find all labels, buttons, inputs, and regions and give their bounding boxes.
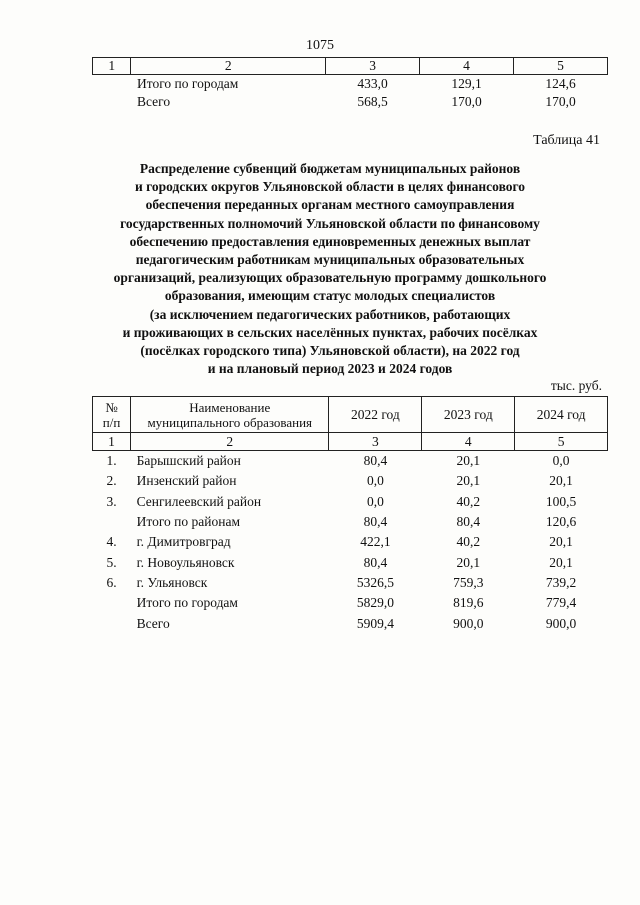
top-table-header-row bbox=[93, 58, 608, 75]
table-cell: 20,1 bbox=[549, 534, 573, 550]
title-line: организаций, реализующих образовательную программу дошкольного bbox=[113, 270, 547, 286]
column-numbers-row bbox=[93, 433, 608, 451]
title-line: государственных полномочий Ульяновской области по финансовому bbox=[120, 215, 540, 231]
top-col-3: 3 bbox=[326, 58, 420, 75]
table-cell: 20,1 bbox=[456, 473, 481, 489]
table-cell: 0,0 bbox=[366, 493, 384, 509]
table-cell: 20,1 bbox=[456, 453, 481, 469]
table-cell: 5909,4 bbox=[356, 615, 394, 631]
unit-label: тыс. руб. bbox=[550, 378, 602, 393]
table-cell: 100,5 bbox=[545, 493, 577, 509]
total-row bbox=[93, 613, 608, 633]
table-cell bbox=[93, 75, 131, 94]
title-line: (за исключением педагогических работников, работающих bbox=[149, 306, 511, 322]
table-cell: 4. bbox=[106, 534, 117, 550]
table-cell: 80,4 bbox=[456, 514, 481, 530]
table-row bbox=[93, 93, 608, 111]
table-cell: 20,1 bbox=[549, 473, 573, 489]
table-cell: 20,1 bbox=[456, 554, 481, 570]
top-col-1: 1 bbox=[93, 58, 131, 75]
row-label: Всего bbox=[136, 94, 171, 109]
table-cell: 3. bbox=[106, 493, 117, 509]
top-col-2: 2 bbox=[131, 58, 326, 75]
subtotal-row bbox=[93, 593, 608, 613]
table-row bbox=[93, 451, 608, 472]
header-text-line: п/п bbox=[102, 414, 121, 430]
title-line: педагогическим работникам муниципальных образовательных bbox=[135, 252, 525, 268]
table-cell: 779,4 bbox=[545, 595, 577, 611]
table-cell: г. Новоульяновск bbox=[136, 554, 235, 570]
header-2022: 2022 год bbox=[329, 397, 422, 433]
table-cell bbox=[93, 93, 131, 111]
top-col-5: 5 bbox=[514, 58, 608, 75]
header-2024: 2024 год bbox=[515, 397, 608, 433]
row-value: 170,0 bbox=[451, 94, 482, 109]
colnum: 1 bbox=[93, 433, 131, 451]
table-cell: 40,2 bbox=[456, 534, 481, 550]
title-line: обеспечению предоставления единовременных денежных выплат bbox=[129, 233, 531, 249]
table-cell: 5829,0 bbox=[356, 595, 394, 611]
row-value: 568,5 bbox=[357, 94, 388, 109]
table-cell: Барышский район bbox=[136, 453, 241, 469]
colnum: 3 bbox=[329, 433, 422, 451]
table-cell bbox=[93, 512, 131, 532]
title-line: обеспечения переданных органам местного самоуправления bbox=[145, 197, 515, 213]
main-table bbox=[92, 396, 608, 634]
page-number: 1075 bbox=[306, 38, 334, 53]
table-cell: г. Ульяновск bbox=[136, 574, 208, 590]
colnum: 5 bbox=[515, 433, 608, 451]
header-num bbox=[93, 397, 131, 433]
table-cell: 80,4 bbox=[363, 453, 388, 469]
table-cell: 900,0 bbox=[545, 615, 577, 631]
subtotal-row bbox=[93, 512, 608, 532]
table-cell: Инзенский район bbox=[136, 473, 237, 489]
table-cell: 40,2 bbox=[456, 493, 481, 509]
row-value: 170,0 bbox=[545, 94, 576, 109]
header-text-line: Наименование bbox=[189, 399, 271, 415]
main-table-header bbox=[93, 397, 608, 433]
table-cell: 422,1 bbox=[360, 534, 391, 550]
table-cell: г. Димитровград bbox=[136, 534, 231, 550]
table-cell: 1. bbox=[106, 453, 117, 469]
table-row bbox=[93, 471, 608, 491]
table-cell: Сенгилеевский район bbox=[136, 493, 262, 509]
table-cell: 900,0 bbox=[453, 615, 484, 631]
header-text-line: муниципального образования bbox=[147, 414, 313, 430]
table-cell: 739,2 bbox=[545, 574, 577, 590]
table-cell: 2. bbox=[106, 473, 117, 489]
top-col-4: 4 bbox=[420, 58, 514, 75]
title-line: и городских округов Ульяновской области в целях финансового bbox=[134, 179, 526, 195]
title-line: образования, имеющим статус молодых специалистов bbox=[164, 288, 496, 304]
table-row bbox=[93, 573, 608, 593]
table-cell: Итого по городам bbox=[136, 595, 238, 611]
table-row bbox=[93, 492, 608, 512]
document-title bbox=[80, 160, 580, 378]
table-row bbox=[93, 532, 608, 552]
table-row bbox=[93, 552, 608, 572]
table-cell: 0,0 bbox=[552, 453, 570, 469]
table-cell: Всего bbox=[136, 615, 170, 631]
table-cell: 759,3 bbox=[453, 574, 484, 590]
table-cell: Итого по районам bbox=[136, 514, 240, 530]
title-line: (посёлках городского типа) Ульяновской области), на 2022 год bbox=[140, 343, 520, 359]
row-label: Итого по городам bbox=[136, 76, 239, 91]
top-table bbox=[92, 57, 608, 111]
table-cell: 0,0 bbox=[366, 473, 384, 489]
table-cell: 5326,5 bbox=[356, 574, 394, 590]
header-2023: 2023 год bbox=[422, 397, 515, 433]
header-text-line: № bbox=[105, 399, 118, 415]
title-line: и проживающих в сельских населённых пунктах, рабочих посёлках bbox=[122, 324, 538, 340]
table-cell bbox=[93, 613, 131, 633]
title-line: Распределение субвенций бюджетам муниципальных районов bbox=[139, 161, 521, 176]
table-cell: 120,6 bbox=[545, 514, 577, 530]
colnum: 4 bbox=[422, 433, 515, 451]
table-row bbox=[93, 75, 608, 94]
table-number: Таблица 41 bbox=[533, 133, 600, 148]
row-value: 433,0 bbox=[357, 76, 388, 91]
table-cell: 5. bbox=[106, 554, 117, 570]
header-name bbox=[131, 397, 329, 433]
table-cell bbox=[93, 593, 131, 613]
table-cell: 20,1 bbox=[549, 554, 573, 570]
row-value: 124,6 bbox=[545, 76, 576, 91]
table-cell: 80,4 bbox=[363, 514, 388, 530]
row-value: 129,1 bbox=[451, 76, 482, 91]
colnum: 2 bbox=[131, 433, 329, 451]
table-cell: 819,6 bbox=[453, 595, 484, 611]
title-line: и на плановый период 2023 и 2024 годов bbox=[207, 361, 453, 377]
table-cell: 80,4 bbox=[363, 554, 388, 570]
table-cell: 6. bbox=[106, 574, 117, 590]
